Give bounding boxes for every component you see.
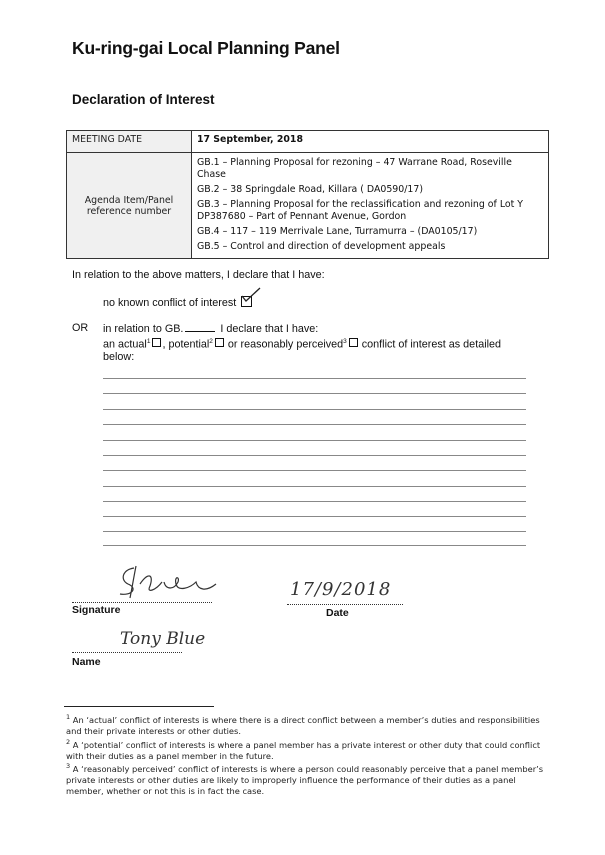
signature-line — [72, 602, 212, 603]
actual-label: an actual — [103, 338, 147, 351]
detail-line — [103, 440, 526, 441]
detail-line — [103, 455, 526, 456]
detail-line — [103, 393, 526, 394]
conflict-detail-label: conflict of interest as detailed — [361, 338, 502, 351]
signature-scribble — [112, 562, 232, 602]
detail-line — [103, 486, 526, 487]
no-conflict-label: no known conflict of interest — [103, 297, 237, 309]
no-conflict-option[interactable] — [103, 296, 252, 309]
agenda-row — [67, 153, 549, 259]
footnote-2: $^2$ A ‘potential’ conflict of interests is where a panel member has a private interest or other duty that could conflict with their duties as a panel member in the future. — [66, 738, 541, 761]
perceived-checkbox[interactable] — [349, 338, 358, 347]
no-conflict-checkbox[interactable] — [241, 296, 252, 307]
gb-reference-suffix: I declare that I have: — [220, 323, 319, 335]
detail-line — [103, 545, 526, 546]
meeting-date-value: 17 September, 2018 — [192, 131, 549, 153]
detail-line — [103, 531, 526, 532]
agenda-item-gb5: GB.5 – Control and direction of development appeals — [197, 241, 446, 252]
meeting-date-label: MEETING DATE — [67, 131, 192, 153]
footnote-1: $^1$ An ‘actual’ conflict of interests is where there is a direct conflict between a member’s duties and responsibilities and their private interests or other duties. — [66, 713, 540, 736]
detail-line — [103, 470, 526, 471]
date-label: Date — [326, 607, 349, 619]
footnote-3: $^3$ A ‘reasonably perceived’ conflict of interests is where a person could reasonably perceive that a panel member’s private interests or other duties are likely to improperly influence the performance of their duties as a panel member, whether or not this is in fact the case. — [66, 762, 544, 796]
page-title: Ku-ring-gai Local Planning Panel — [72, 38, 340, 58]
agenda-label: Agenda Item/Panel reference number — [67, 153, 192, 259]
name-label: Name — [72, 656, 101, 668]
checkmark-icon — [240, 287, 262, 303]
signature-label: Signature — [72, 604, 121, 616]
potential-label: , potential — [162, 338, 210, 351]
agenda-item-gb3: GB.3 – Planning Proposal for the reclassification and rezoning of Lot Y DP387680 – Part of Pennant Avenue, Gordon — [197, 199, 523, 222]
potential-checkbox[interactable] — [215, 338, 224, 347]
name-handwritten: Tony Blue — [120, 629, 206, 649]
agenda-item-gb1: GB.1 – Planning Proposal for rezoning – 47 Warrane Road, Roseville Chase — [197, 157, 512, 180]
agenda-items — [192, 153, 549, 259]
detail-line — [103, 501, 526, 502]
agenda-item-gb2: GB.2 – 38 Springdale Road, Killara ( DA0590/17) — [197, 184, 423, 195]
meeting-date-row — [67, 131, 549, 153]
agenda-item-gb4: GB.4 – 117 – 119 Merrivale Lane, Turramurra – (DA0105/17) — [197, 226, 478, 237]
actual-checkbox[interactable] — [152, 338, 161, 347]
footnote-divider — [64, 706, 214, 707]
perceived-label: or reasonably perceived — [227, 338, 344, 351]
gb-reference-prefix: in relation to GB. — [103, 323, 184, 335]
below-label: below: — [103, 350, 135, 363]
date-line — [287, 604, 403, 605]
detail-line — [103, 516, 526, 517]
meeting-info-table — [66, 130, 549, 259]
detail-line — [103, 409, 526, 410]
name-line — [72, 652, 182, 653]
detail-line — [103, 424, 526, 425]
or-label: OR — [72, 322, 89, 334]
declaration-intro: In relation to the above matters, I declare that I have: — [72, 269, 325, 281]
gb-reference-blank[interactable] — [185, 322, 215, 332]
conflict-option: in relation to GB. I declare that I have: an actual$^1$ , potential$^2$ or reasonably perceived$^3$ conflict of interest as detailed below: — [103, 322, 533, 363]
detail-line — [103, 378, 526, 379]
date-handwritten: 17/9/2018 — [290, 579, 392, 600]
form-subtitle: Declaration of Interest — [72, 92, 215, 107]
